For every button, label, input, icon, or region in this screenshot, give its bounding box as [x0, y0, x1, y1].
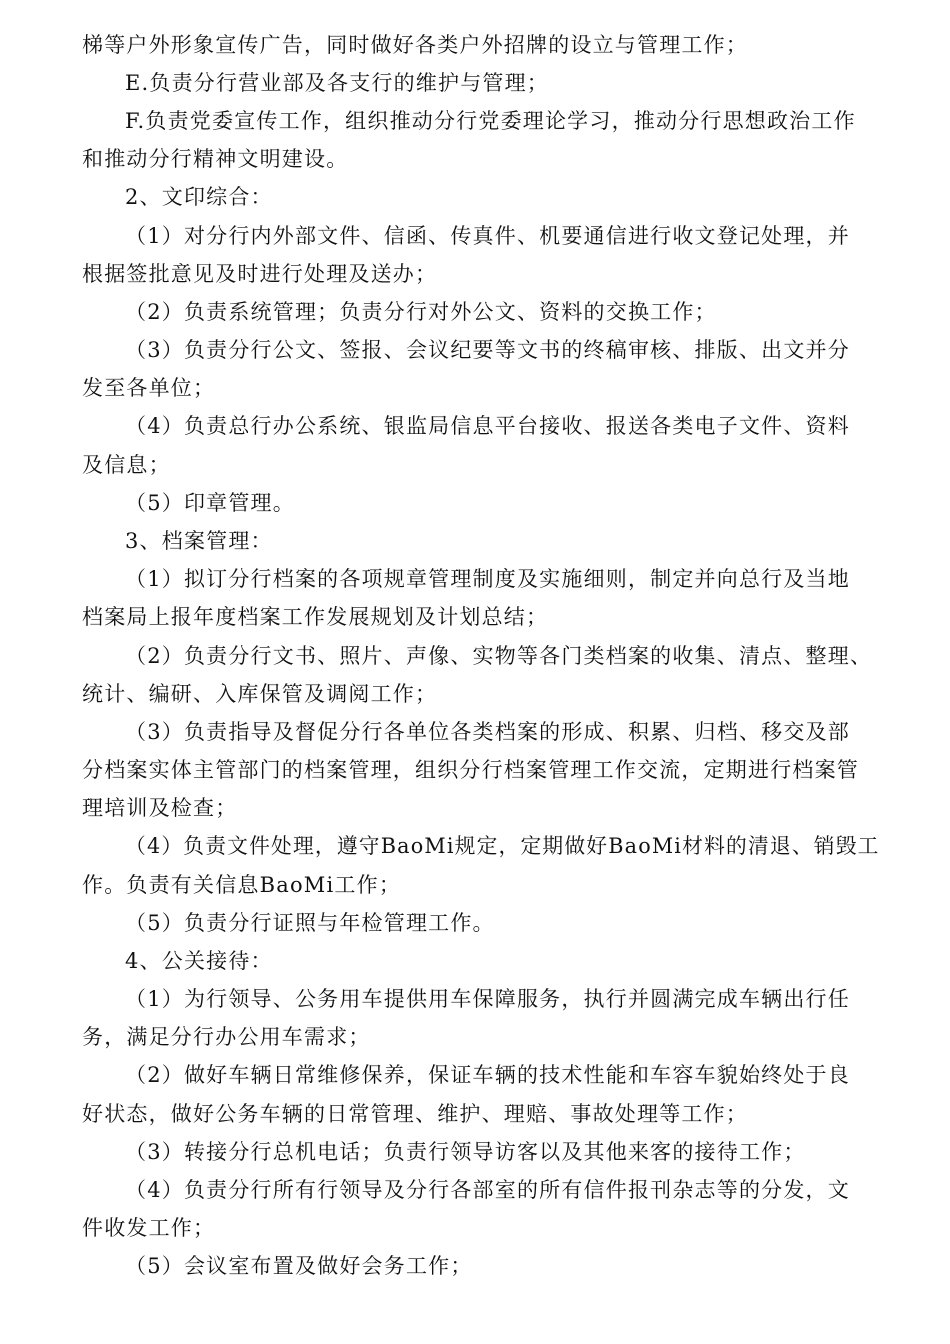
text-line: 统计、编研、入库保管及调阅工作； — [82, 682, 438, 706]
text-line: 档案局上报年度档案工作发展规划及计划总结； — [82, 605, 549, 629]
text-line: 务，满足分行办公用车需求； — [82, 1025, 371, 1049]
text-line: 作。负责有关信息BaoMi工作； — [82, 873, 402, 897]
text-line: 根据签批意见及时进行处理及送办； — [82, 262, 438, 286]
text-line: （3）转接分行总机电话；负责行领导访客以及其他来客的接待工作； — [125, 1140, 806, 1164]
text-line: （5）会议室布置及做好会务工作； — [125, 1254, 473, 1278]
text-line: 好状态，做好公务车辆的日常管理、维护、理赔、事故处理等工作； — [82, 1102, 748, 1126]
text-line: （4）负责文件处理，遵守BaoMi规定，定期做好BaoMi材料的清退、销毁工 — [125, 834, 880, 858]
text-line: 梯等户外形象宣传广告，同时做好各类户外招牌的设立与管理工作； — [82, 33, 748, 57]
text-line: （4）负责分行所有行领导及分行各部室的所有信件报刊杂志等的分发，文 — [125, 1178, 850, 1202]
text-line: （3）负责指导及督促分行各单位各类档案的形成、积累、归档、移交及部 — [125, 720, 850, 744]
text-line: 分档案实体主管部门的档案管理，组织分行档案管理工作交流，定期进行档案管 — [82, 758, 859, 782]
section-heading: 2、文印综合： — [125, 185, 273, 209]
text-line: （4）负责总行办公系统、银监局信息平台接收、报送各类电子文件、资料 — [125, 414, 850, 438]
text-line: 及信息； — [82, 453, 171, 477]
text-line: （5）负责分行证照与年检管理工作。 — [125, 911, 495, 935]
text-line: （3）负责分行公文、签报、会议纪要等文书的终稿审核、排版、出文并分 — [125, 338, 850, 362]
text-line: 和推动分行精神文明建设。 — [82, 147, 349, 171]
text-line: （2）负责系统管理；负责分行对外公文、资料的交换工作； — [125, 300, 717, 324]
text-line: （1）对分行内外部文件、信函、传真件、机要通信进行收文登记处理，并 — [125, 224, 850, 248]
text-line: 件收发工作； — [82, 1216, 216, 1240]
text-line: 发至各单位； — [82, 376, 216, 400]
text-line: E.负责分行营业部及各支行的维护与管理； — [125, 71, 550, 95]
text-line: （1）拟订分行档案的各项规章管理制度及实施细则，制定并向总行及当地 — [125, 567, 850, 591]
text-line: F.负责党委宣传工作，组织推动分行党委理论学习，推动分行思想政治工作 — [125, 109, 856, 133]
text-line: （1）为行领导、公务用车提供用车保障服务，执行并圆满完成车辆出行任 — [125, 987, 850, 1011]
text-line: （2）负责分行文书、照片、声像、实物等各门类档案的收集、清点、整理、 — [125, 644, 873, 668]
section-heading: 3、档案管理： — [125, 529, 273, 553]
text-line: （2）做好车辆日常维修保养，保证车辆的技术性能和车容车貌始终处于良 — [125, 1063, 850, 1087]
text-line: （5）印章管理。 — [125, 491, 295, 515]
section-heading: 4、公关接待： — [125, 949, 273, 973]
text-line: 理培训及检查； — [82, 796, 238, 820]
